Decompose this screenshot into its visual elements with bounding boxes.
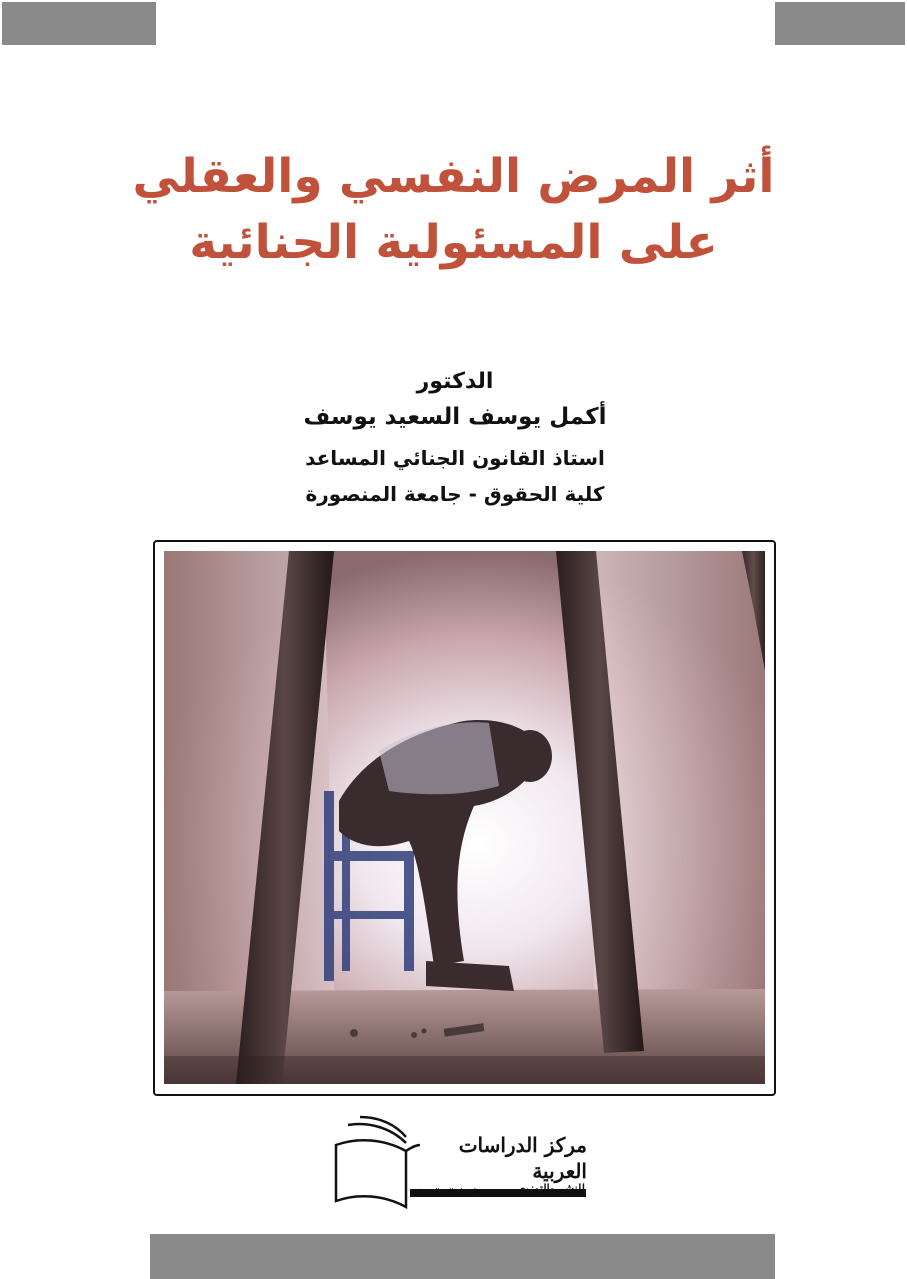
- author-affiliation: كلية الحقوق - جامعة المنصورة: [305, 482, 605, 506]
- man-behind-bars-illustration: [164, 551, 765, 1084]
- publisher-name: مركز الدراسات العربية: [458, 1133, 587, 1183]
- top-right-band: [775, 2, 905, 45]
- top-left-band: [2, 2, 156, 45]
- cover-photo: [164, 551, 765, 1084]
- publisher-tagline-b: طريقك إلى المعرفة: [414, 1187, 480, 1196]
- book-title-line-2: على المسئولية الجنائية: [189, 215, 718, 270]
- author-prefix: الدكتور: [416, 369, 494, 394]
- book-title-line-1: أثر المرض النفسي والعقلي: [132, 149, 775, 204]
- author-name: أكمل يوسف السعيد يوسف: [303, 404, 607, 430]
- publisher-tagline-a: للنشر والتوزيع: [520, 1182, 585, 1195]
- author-position: استاذ القانون الجنائي المساعد: [305, 446, 605, 470]
- bottom-band: [150, 1234, 775, 1279]
